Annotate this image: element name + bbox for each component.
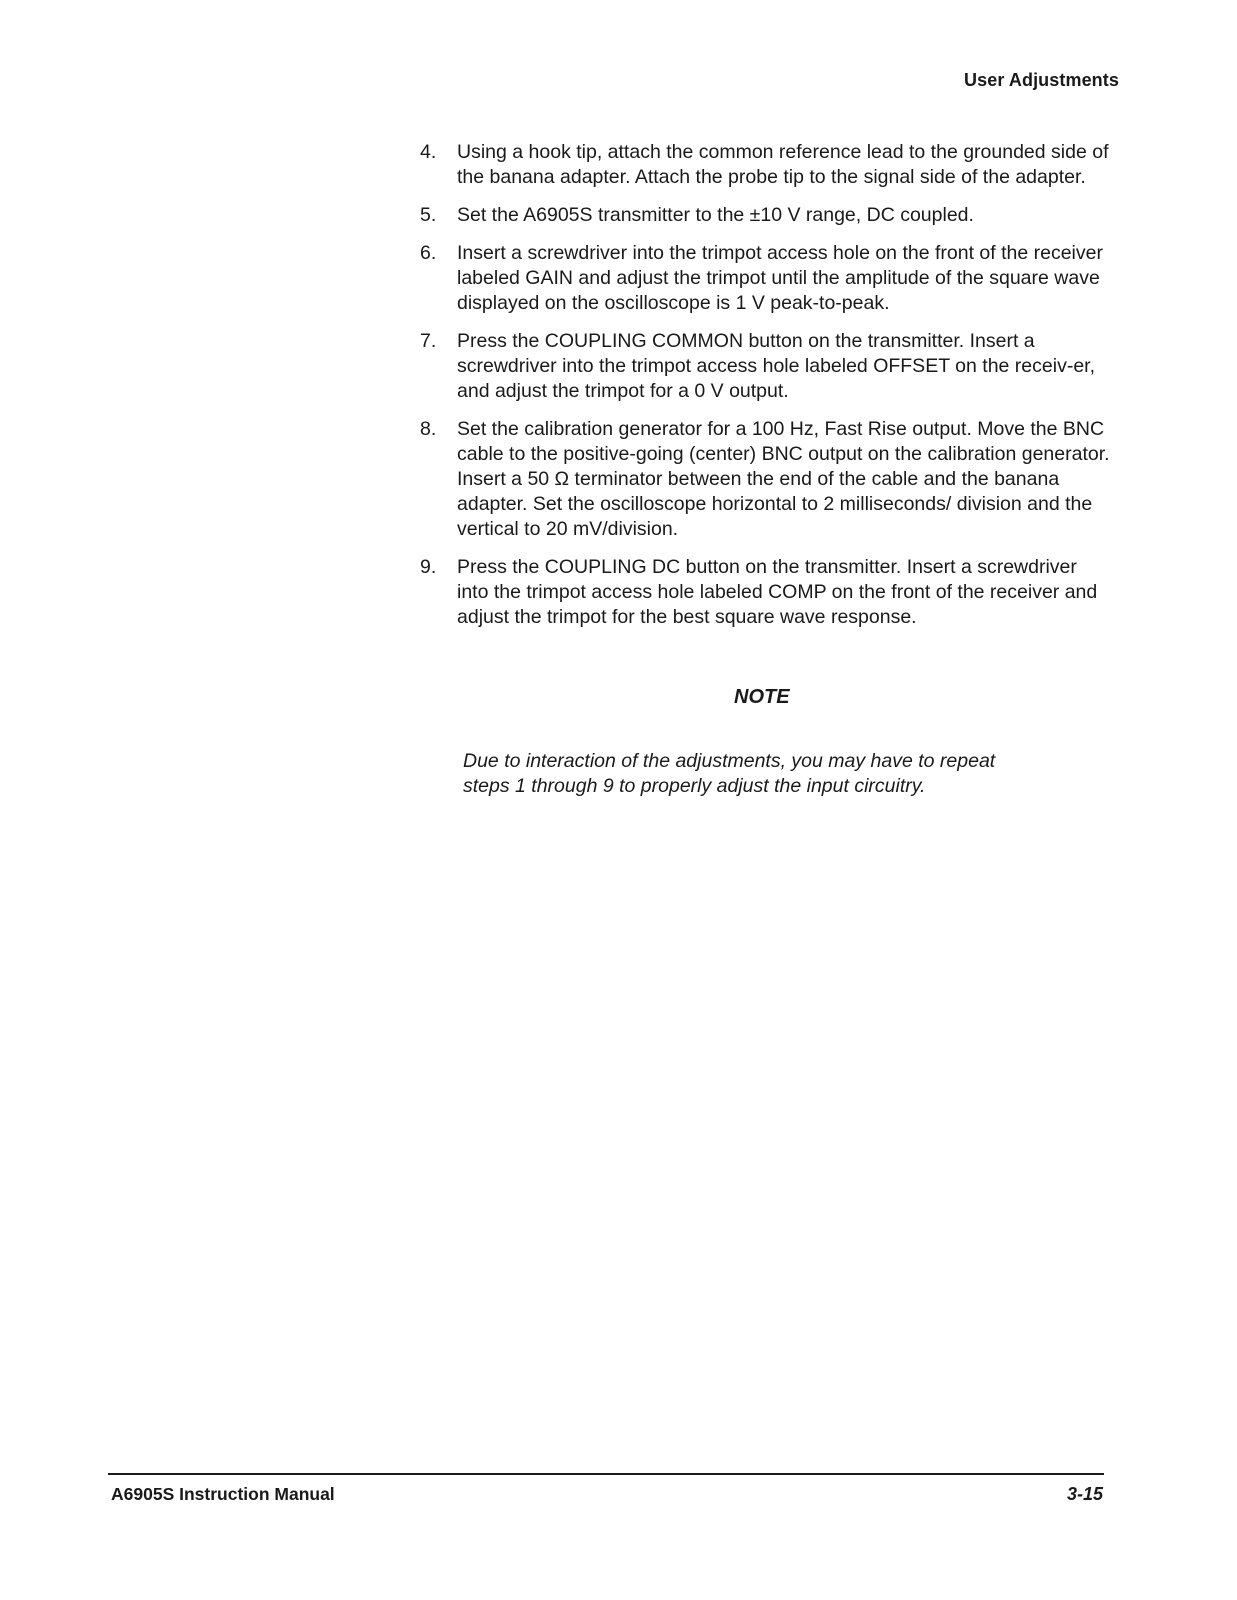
step-text: Insert a screwdriver into the trimpot access hole on the front of the receiver labeled GAIN and adjust the trimpot until the amplitude of the square wave displayed on the oscilloscope is 1 V peak-to-peak. [457, 242, 1103, 314]
page-header-title: User Adjustments [964, 70, 1119, 90]
procedure-step [420, 555, 1110, 630]
step-number: 6. [420, 242, 437, 264]
step-number: 4. [420, 141, 437, 163]
procedure-step [420, 241, 1110, 316]
procedure-step [420, 140, 1110, 190]
step-text: Set the calibration generator for a 100 Hz, Fast Rise output. Move the BNC cable to the positive-going (center) BNC output on the calibration generator. Insert a 50 Ω terminator between the end of the cable and the banana adapter. Set the oscilloscope horizontal to 2 milliseconds/ division and the vertical to 20 mV/division. [457, 418, 1110, 540]
step-number: 5. [420, 204, 437, 226]
note-heading: NOTE [734, 686, 790, 708]
footer-divider [108, 1473, 1104, 1475]
note-body: Due to interaction of the adjustments, you may have to repeat steps 1 through 9 to properly adjust the input circuitry. [463, 750, 996, 797]
step-text: Press the COUPLING COMMON button on the transmitter. Insert a screwdriver into the trimpot access hole labeled OFFSET on the receiv-er, and adjust the trimpot for a 0 V output. [457, 330, 1095, 402]
footer-page-number: 3-15 [1066, 1484, 1103, 1504]
footer-manual-title: A6905S Instruction Manual [111, 1484, 335, 1504]
step-text: Press the COUPLING DC button on the transmitter. Insert a screwdriver into the trimpot access hole labeled COMP on the front of the receiver and adjust the trimpot for the best square wave response. [457, 556, 1098, 628]
step-text: Using a hook tip, attach the common reference lead to the grounded side of the banana adapter. Attach the probe tip to the signal side of the adapter. [457, 141, 1109, 188]
step-number: 9. [420, 556, 437, 578]
procedure-steps [420, 140, 1110, 643]
step-number: 7. [420, 330, 437, 352]
step-number: 8. [420, 418, 437, 440]
procedure-step [420, 329, 1110, 404]
step-text: Set the A6905S transmitter to the ±10 V range, DC coupled. [457, 204, 974, 226]
procedure-step [420, 203, 1110, 228]
procedure-step [420, 417, 1110, 542]
